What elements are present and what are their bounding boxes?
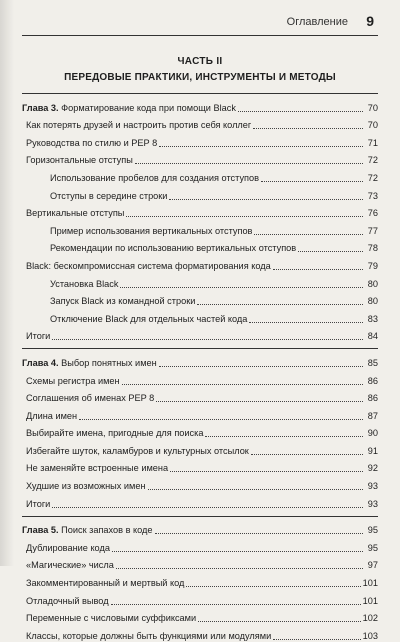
dot-leader: [249, 321, 363, 323]
section-name: Оглавление: [286, 16, 348, 28]
header-rule: [22, 35, 378, 36]
dot-leader: [112, 550, 363, 552]
dot-leader: [126, 215, 363, 217]
chapter-label: Глава 4.: [22, 357, 59, 368]
page-ref: 97: [367, 560, 378, 571]
page-ref: 101: [362, 595, 378, 606]
toc-entry-title: «Магические» числа: [26, 560, 114, 571]
toc-entry[interactable]: [22, 237, 378, 255]
toc-entry[interactable]: [22, 114, 378, 132]
toc-entry-title: Классы, которые должны быть функциями или модулями: [26, 630, 272, 641]
toc-entry[interactable]: [22, 607, 378, 625]
toc-entry[interactable]: [22, 290, 378, 308]
toc-entry-title: Руководства по стилю и PEP 8: [26, 137, 158, 148]
toc-entry[interactable]: [22, 131, 378, 149]
page-ref: 83: [367, 313, 378, 324]
toc-entry[interactable]: [22, 254, 378, 272]
toc-entry[interactable]: [22, 219, 378, 237]
toc-entry[interactable]: [22, 439, 378, 457]
page-ref: 92: [367, 463, 378, 474]
dot-leader: [273, 638, 360, 640]
dot-leader: [111, 603, 361, 605]
dot-leader: [135, 162, 363, 164]
toc-entry-title: Закомментированный и мертвый код: [26, 578, 185, 589]
chapter-title: [22, 103, 236, 114]
dot-leader: [261, 180, 363, 182]
page-ref: 86: [367, 375, 378, 386]
toc-entry[interactable]: [22, 166, 378, 184]
toc-entry[interactable]: [22, 387, 378, 405]
chapter-heading[interactable]: [22, 94, 378, 114]
toc-entry-title: Соглашения об именах PEP 8: [26, 393, 155, 404]
dot-leader: [148, 488, 363, 490]
toc-entry-title: Как потерять друзей и настроить против себя коллег: [26, 120, 252, 131]
toc-entry-title: Рекомендации по использованию вертикальных отступов: [50, 243, 297, 254]
page-number: 9: [366, 13, 374, 29]
toc-entry[interactable]: [22, 404, 378, 422]
toc-entry-title: Итоги: [26, 331, 51, 342]
page-ref: 76: [367, 208, 378, 219]
toc-entry[interactable]: [22, 457, 378, 475]
toc-entry-title: Схемы регистра имен: [26, 375, 120, 386]
running-header: [22, 14, 378, 34]
toc-entry[interactable]: [22, 492, 378, 510]
toc-entry-title: Выбирайте имена, пригодные для поиска: [26, 428, 204, 439]
toc-entry[interactable]: [22, 589, 378, 607]
toc-entry-title: Использование пробелов для создания отступов: [50, 172, 260, 183]
page-ref: 103: [362, 630, 378, 641]
dot-leader: [122, 383, 363, 385]
chapter-label: Глава 3.: [22, 102, 59, 113]
toc-entry-title: Не заменяйте встроенные имена: [26, 463, 169, 474]
dot-leader: [52, 338, 363, 340]
page-ref: 70: [367, 120, 378, 131]
page-ref: 79: [367, 260, 378, 271]
dot-leader: [186, 585, 360, 587]
toc-entry-title: Отладочный вывод: [26, 595, 109, 606]
chapter-name: Выбор понятных имен: [61, 357, 157, 368]
page-ref: 70: [367, 102, 378, 113]
page-ref: 84: [367, 331, 378, 342]
toc-entry-title: Горизонтальные отступы: [26, 155, 133, 166]
page-ref: 86: [367, 393, 378, 404]
page-ref: 101: [362, 578, 378, 589]
table-of-contents: [22, 93, 378, 642]
toc-entry[interactable]: [22, 272, 378, 290]
toc-entry[interactable]: [22, 536, 378, 554]
dot-leader: [159, 145, 363, 147]
toc-entry-title: Итоги: [26, 498, 51, 509]
dot-leader: [254, 233, 363, 235]
page-ref: 73: [367, 190, 378, 201]
dot-leader: [116, 567, 363, 569]
chapter-label: Глава 5.: [22, 525, 59, 536]
page-ref: 102: [362, 613, 378, 624]
dot-leader: [273, 268, 363, 270]
toc-entry[interactable]: [22, 307, 378, 325]
dot-leader: [198, 620, 361, 622]
page-ref: 85: [367, 357, 378, 368]
chapter-name: Поиск запахов в коде: [61, 525, 153, 536]
dot-leader: [298, 250, 363, 252]
toc-entry[interactable]: [22, 474, 378, 492]
dot-leader: [120, 286, 363, 288]
toc-entry-title: Избегайте шуток, каламбуров и культурных отсылок: [26, 445, 249, 456]
toc-entry-title: Длина имен: [26, 410, 78, 421]
page-ref: 93: [367, 498, 378, 509]
toc-entry-title: Вертикальные отступы: [26, 208, 125, 219]
dot-leader: [79, 418, 363, 420]
dot-leader: [169, 198, 363, 200]
dot-leader: [159, 365, 363, 367]
page-ref: 77: [367, 225, 378, 236]
chapter-title: [22, 525, 153, 536]
toc-entry[interactable]: [22, 571, 378, 589]
page-ref: 95: [367, 525, 378, 536]
page-ref: 72: [367, 155, 378, 166]
part-title: ПЕРЕДОВЫЕ ПРАКТИКИ, ИНСТРУМЕНТЫ И МЕТОДЫ: [64, 72, 336, 83]
toc-entry[interactable]: [22, 184, 378, 202]
toc-entry-title: Худшие из возможных имен: [26, 481, 146, 492]
page-ref: 93: [367, 481, 378, 492]
toc-entry[interactable]: [22, 369, 378, 387]
page-ref: 80: [367, 278, 378, 289]
dot-leader: [156, 400, 363, 402]
page-ref: 90: [367, 428, 378, 439]
toc-entry[interactable]: [22, 624, 378, 642]
chapter-name: Форматирование кода при помощи Black: [61, 102, 236, 113]
toc-entry-title: Отключение Black для отдельных частей кода: [50, 313, 248, 324]
toc-entry-title: Запуск Black из командной строки: [50, 296, 196, 307]
dot-leader: [251, 453, 363, 455]
part-label: ЧАСТЬ II: [177, 56, 223, 67]
toc-entry-title: Переменные с числовыми суффиксами: [26, 613, 197, 624]
dot-leader: [205, 435, 363, 437]
dot-leader: [170, 470, 363, 472]
toc-entry-title: Black: бескомпромиссная система форматирования кода: [26, 260, 271, 271]
toc-entry-title: Установка Black: [50, 278, 119, 289]
toc-entry[interactable]: [22, 149, 378, 167]
page-ref: 95: [367, 542, 378, 553]
page-ref: 80: [367, 296, 378, 307]
toc-entry-title: Пример использования вертикальных отступов: [50, 225, 253, 236]
toc-entry[interactable]: [22, 202, 378, 220]
dot-leader: [155, 532, 363, 534]
chapter-title: [22, 358, 157, 369]
page-ref: 91: [367, 445, 378, 456]
toc-entry[interactable]: [22, 422, 378, 440]
dot-leader: [197, 303, 363, 305]
dot-leader: [52, 506, 363, 508]
chapter-heading[interactable]: [22, 517, 378, 537]
page-ref: 87: [367, 410, 378, 421]
toc-entry-title: Отступы в середине строки: [50, 190, 168, 201]
chapter-heading[interactable]: [22, 349, 378, 369]
toc-entry[interactable]: [22, 554, 378, 572]
dot-leader: [238, 110, 363, 112]
dot-leader: [253, 127, 363, 129]
page-ref: 78: [367, 243, 378, 254]
toc-entry[interactable]: [22, 325, 378, 343]
page-ref: 72: [367, 172, 378, 183]
page-ref: 71: [367, 137, 378, 148]
page-edge-shadow: [0, 0, 14, 566]
toc-entry-title: Дублирование кода: [26, 542, 110, 553]
